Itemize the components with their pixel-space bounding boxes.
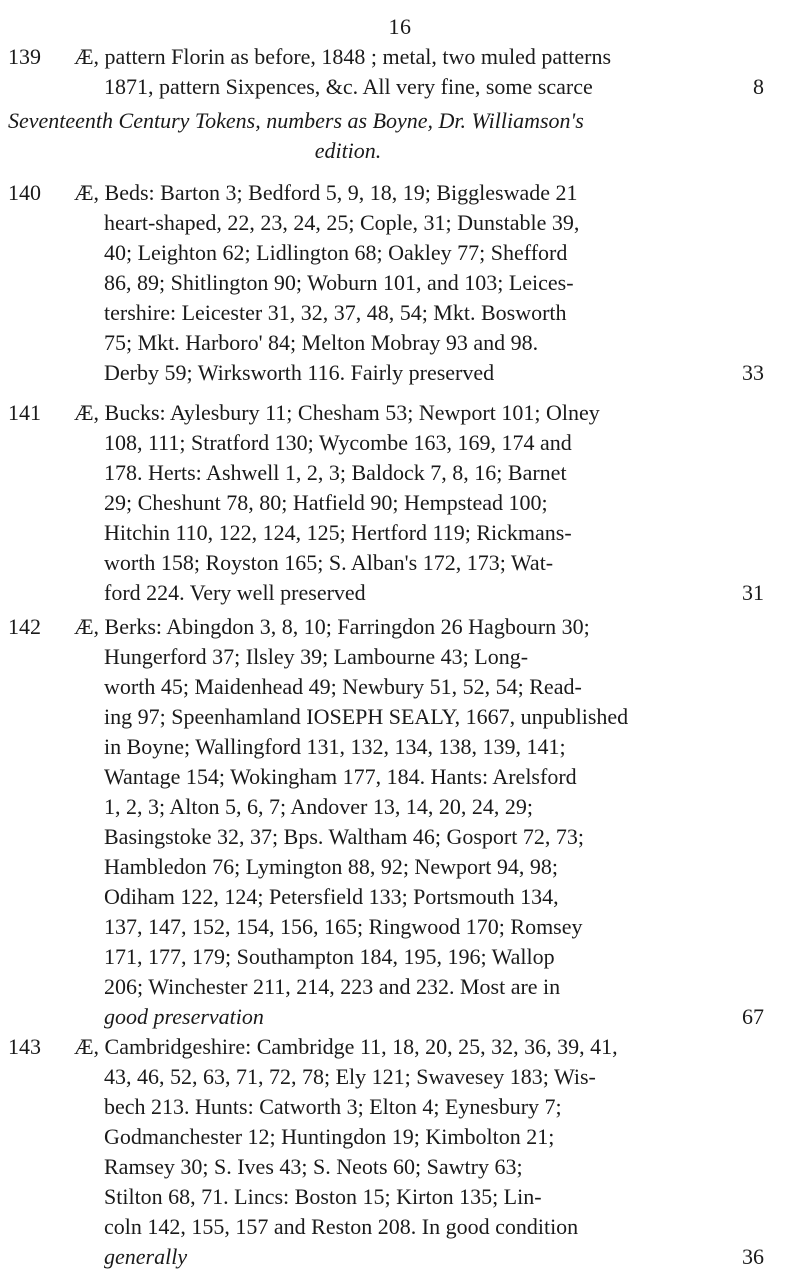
lot-line: Godmanchester 12; Huntingdon 19; Kimbolton 21;	[104, 1124, 555, 1149]
lot-number: 139	[8, 44, 41, 69]
lot-line: 137, 147, 152, 154, 156, 165; Ringwood 170; Romsey	[104, 914, 583, 939]
lot-line: Æ, Beds: Barton 3; Bedford 5, 9, 18, 19; Biggleswade 21	[74, 180, 578, 205]
lot-description	[74, 612, 764, 1032]
lot-line: Odiham 122, 124; Petersfield 133; Portsmouth 134,	[104, 884, 559, 909]
lot-line: Hambledon 76; Lymington 88, 92; Newport 94, 98;	[104, 854, 559, 879]
lot-line: Ramsey 30; S. Ives 43; S. Neots 60; Sawtry 63;	[104, 1154, 523, 1179]
lot-line: 178. Herts: Ashwell 1, 2, 3; Baldock 7, 8, 16; Barnet	[104, 460, 567, 485]
lot-line: Æ, Bucks: Aylesbury 11; Chesham 53; Newport 101; Olney	[74, 400, 600, 425]
lot-line: bech 213. Hunts: Catworth 3; Elton 4; Eynesbury 7;	[104, 1094, 562, 1119]
lot-line-text: Derby 59; Wirksworth 116. Fairly preserved	[104, 360, 495, 385]
lot-estimate: 8	[753, 74, 764, 99]
lot-line: Basingstoke 32, 37; Bps. Waltham 46; Gosport 72, 73;	[104, 824, 584, 849]
lot-line: 171, 177, 179; Southampton 184, 195, 196; Wallop	[104, 944, 555, 969]
lot-line: 75; Mkt. Harboro' 84; Melton Mobray 93 and 98.	[104, 330, 539, 355]
lot-line: heart-shaped, 22, 23, 24, 25; Cople, 31; Dunstable 39,	[104, 210, 580, 235]
lot-estimate: 31	[742, 580, 764, 605]
lot-description	[74, 178, 764, 388]
lot-number: 141	[8, 400, 41, 425]
lot-description	[74, 398, 764, 608]
lot-line: Æ, Berks: Abingdon 3, 8, 10; Farringdon 26 Hagbourn 30;	[74, 614, 590, 639]
lot-line	[74, 1002, 764, 1032]
section-heading-line: edition.	[314, 138, 382, 163]
lot-line: ing 97; Speenhamland IOSEPH SEALY, 1667, unpublished	[104, 704, 629, 729]
lot-line: Hitchin 110, 122, 124, 125; Hertford 119; Rickmans-	[104, 520, 572, 545]
lot-line: coln 142, 155, 157 and Reston 208. In good condition	[104, 1214, 579, 1239]
lot-line: in Boyne; Wallingford 131, 132, 134, 138, 139, 141;	[104, 734, 566, 759]
lot-line-text: ford 224. Very well preserved	[104, 580, 366, 605]
lot-line: 86, 89; Shitlington 90; Woburn 101, and 103; Leices-	[104, 270, 574, 295]
lot-description	[74, 42, 764, 102]
lot-line-text: 1871, pattern Sixpences, &c. All very fine, some scarce	[104, 74, 593, 99]
lot-number: 142	[8, 614, 41, 639]
lot-line	[74, 358, 764, 388]
lot-line: 40; Leighton 62; Lidlington 68; Oakley 77; Shefford	[104, 240, 568, 265]
lot-line: 1, 2, 3; Alton 5, 6, 7; Andover 13, 14, 20, 24, 29;	[104, 794, 533, 819]
lot-line: worth 158; Royston 165; S. Alban's 172, 173; Wat-	[104, 550, 554, 575]
lot-line-text: generally	[104, 1244, 188, 1269]
lot-line: Wantage 154; Wokingham 177, 184. Hants: Arelsford	[104, 764, 577, 789]
lot-line: Hungerford 37; Ilsley 39; Lambourne 43; Long-	[104, 644, 529, 669]
lot-line: Æ, Cambridgeshire: Cambridge 11, 18, 20, 25, 32, 36, 39, 41,	[74, 1034, 618, 1059]
section-heading	[8, 106, 768, 166]
lot-line: worth 45; Maidenhead 49; Newbury 51, 52, 54; Read-	[104, 674, 582, 699]
lot-estimate: 33	[742, 360, 764, 385]
lot-estimate: 36	[742, 1244, 764, 1269]
lot-line: 43, 46, 52, 63, 71, 72, 78; Ely 121; Swavesey 183; Wis-	[104, 1064, 596, 1089]
page-number: 16	[388, 14, 412, 39]
lot-number: 143	[8, 1034, 41, 1059]
lot-line: tershire: Leicester 31, 32, 37, 48, 54; Mkt. Bosworth	[104, 300, 567, 325]
lot-description	[74, 1032, 764, 1272]
lot-estimate: 67	[742, 1004, 764, 1029]
section-heading-line: Seventeenth Century Tokens, numbers as Boyne, Dr. Williamson's	[8, 108, 584, 133]
lot-line	[74, 72, 764, 102]
lot-line: 108, 111; Stratford 130; Wycombe 163, 169, 174 and	[104, 430, 572, 455]
lot-line: Stilton 68, 71. Lincs: Boston 15; Kirton 135; Lin-	[104, 1184, 542, 1209]
lot-line: Æ, pattern Florin as before, 1848 ; metal, two muled patterns	[74, 44, 612, 69]
lot-line-text: good preservation	[104, 1004, 264, 1029]
lot-line: 29; Cheshunt 78, 80; Hatfield 90; Hempstead 100;	[104, 490, 548, 515]
lot-line: 206; Winchester 211, 214, 223 and 232. Most are in	[104, 974, 561, 999]
lot-number: 140	[8, 180, 41, 205]
lot-line	[74, 578, 764, 608]
lot-line	[74, 1242, 764, 1272]
